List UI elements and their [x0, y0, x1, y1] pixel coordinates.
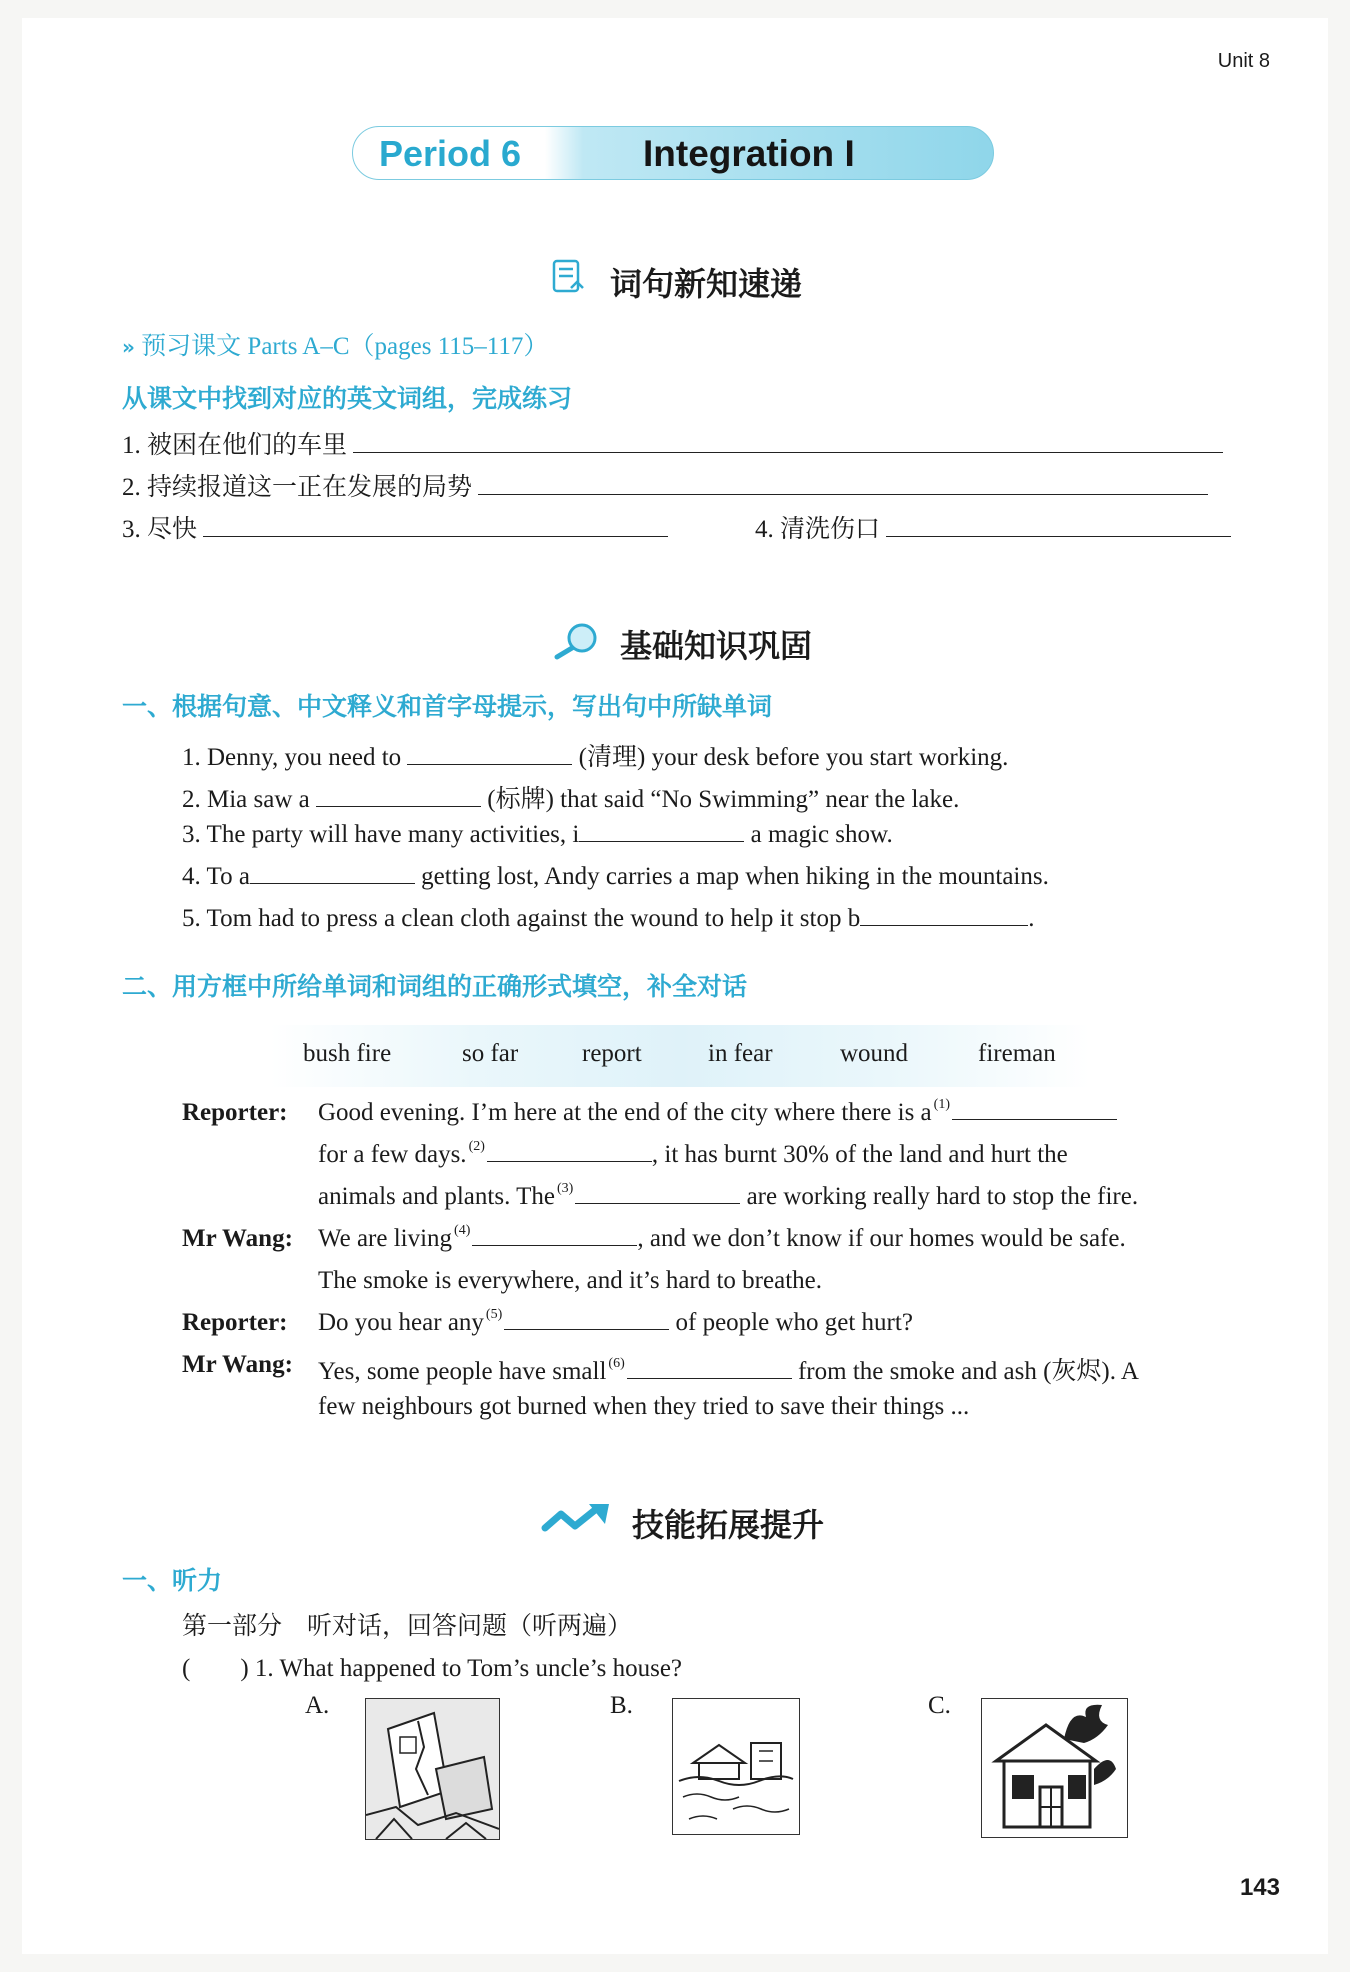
fill-item: 3. The party will have many activities, i a magic show. — [182, 821, 893, 848]
section-title-skills: 技能拓展提升 — [632, 1506, 825, 1544]
answer-blank[interactable] — [487, 1161, 652, 1162]
period-label: Period 6 — [379, 133, 522, 174]
word-option: so far — [462, 1040, 519, 1067]
answer-blank[interactable] — [504, 1329, 669, 1330]
option-label: A. — [305, 1692, 330, 1719]
answer-blank[interactable] — [579, 841, 744, 842]
dialogue-line: animals and plants. The $^{(3)}$ are working really hard to stop the fire. — [318, 1181, 1139, 1210]
notes-icon — [551, 258, 587, 301]
answer-blank[interactable] — [478, 494, 1208, 495]
word-box — [270, 1025, 1090, 1087]
vocab-item: 1. 被困在他们的车里 — [122, 425, 1223, 461]
answer-blank[interactable] — [952, 1119, 1117, 1120]
answer-blank[interactable] — [203, 536, 668, 537]
option-label: C. — [928, 1692, 951, 1719]
dialogue-line: Yes, some people have small $^{(6)}$ from the smoke and ash (灰烬). A — [318, 1356, 1139, 1385]
lesson-title: Integration I — [643, 133, 855, 174]
answer-blank[interactable] — [575, 1203, 740, 1204]
magnifier-icon — [552, 620, 602, 665]
dialogue-line: Good evening. I’m here at the end of the city where there is a $^{(1)}$ — [318, 1099, 1117, 1127]
word-option: in fear — [708, 1040, 773, 1067]
speaker-wang: Mr Wang: — [182, 1225, 293, 1252]
word-option: fireman — [978, 1040, 1056, 1067]
option-label: B. — [610, 1692, 633, 1719]
listening-heading: 一、听力 — [122, 1566, 223, 1595]
dialogue-line: The smoke is everywhere, and it’s hard to breathe. — [318, 1267, 822, 1294]
dialogue-line: for a few days. $^{(2)}$ , it has burnt 30% of the land and hurt the — [318, 1139, 1068, 1168]
question-line: ( ) 1. What happened to Tom’s uncle’s house? — [182, 1655, 683, 1682]
word-option: wound — [840, 1040, 909, 1067]
fill-item: 1. Denny, you need to (清理) your desk before you start working. — [182, 744, 1009, 771]
page-number: 143 — [1239, 1874, 1280, 1901]
answer-blank[interactable] — [886, 536, 1231, 537]
answer-blank[interactable] — [316, 806, 481, 807]
dialogue-line: We are living $^{(4)}$ , and we don’t know if our homes would be safe. — [318, 1223, 1126, 1252]
vocab-item: 2. 持续报道这一正在发展的局势 — [122, 467, 1208, 503]
double-chevron-icon: » — [122, 335, 135, 359]
answer-bracket[interactable]: ( ) — [182, 1655, 249, 1682]
vocab-item: 4. 清洗伤口 — [755, 509, 1231, 545]
section-title-basics: 基础知识巩固 — [620, 627, 813, 665]
preview-line — [122, 326, 548, 362]
option-b-flood-image[interactable] — [672, 1698, 800, 1835]
trend-arrow-icon — [541, 1502, 613, 1543]
speaker-reporter: Reporter: — [182, 1099, 288, 1126]
unit-label: Unit 8 — [1217, 50, 1270, 72]
answer-blank[interactable] — [407, 764, 572, 765]
fill-item: 4. To a getting lost, Andy carries a map when hiking in the mountains. — [182, 863, 1049, 890]
option-c-fire-image[interactable] — [981, 1698, 1128, 1838]
fill-item: 5. Tom had to press a clean cloth against the wound to help it stop b . — [182, 905, 1035, 932]
answer-blank[interactable] — [860, 925, 1028, 926]
vocab-item: 3. 尽快 — [122, 509, 668, 545]
section-title-vocab: 词句新知速递 — [610, 265, 803, 303]
dialogue-line: few neighbours got burned when they tried to save their things ... — [318, 1393, 970, 1420]
period-banner — [352, 126, 994, 180]
word-option: bush fire — [303, 1040, 392, 1067]
speaker-wang: Mr Wang: — [182, 1351, 293, 1378]
answer-blank[interactable] — [353, 452, 1223, 453]
answer-blank[interactable] — [627, 1378, 792, 1379]
vocab-instruction: 从课文中找到对应的英文词组，完成练习 — [122, 384, 573, 413]
preview-text: 预习课文 Parts A–C（pages 115–117） — [141, 333, 549, 360]
word-option: report — [582, 1040, 642, 1067]
dialogue-line: Do you hear any $^{(5)}$ of people who get hurt? — [318, 1307, 913, 1336]
fill-item: 2. Mia saw a (标牌) that said “No Swimming” near the lake. — [182, 786, 960, 813]
speaker-reporter: Reporter: — [182, 1309, 288, 1336]
answer-blank[interactable] — [472, 1245, 637, 1246]
answer-blank[interactable] — [250, 883, 415, 884]
option-a-earthquake-image[interactable] — [365, 1698, 500, 1840]
part1-heading: 一、根据句意、中文释义和首字母提示，写出句中所缺单词 — [122, 692, 773, 721]
listening-subheading: 第一部分 听对话，回答问题（听两遍） — [182, 1613, 633, 1640]
part2-heading: 二、用方框中所给单词和词组的正确形式填空，补全对话 — [122, 972, 748, 1001]
